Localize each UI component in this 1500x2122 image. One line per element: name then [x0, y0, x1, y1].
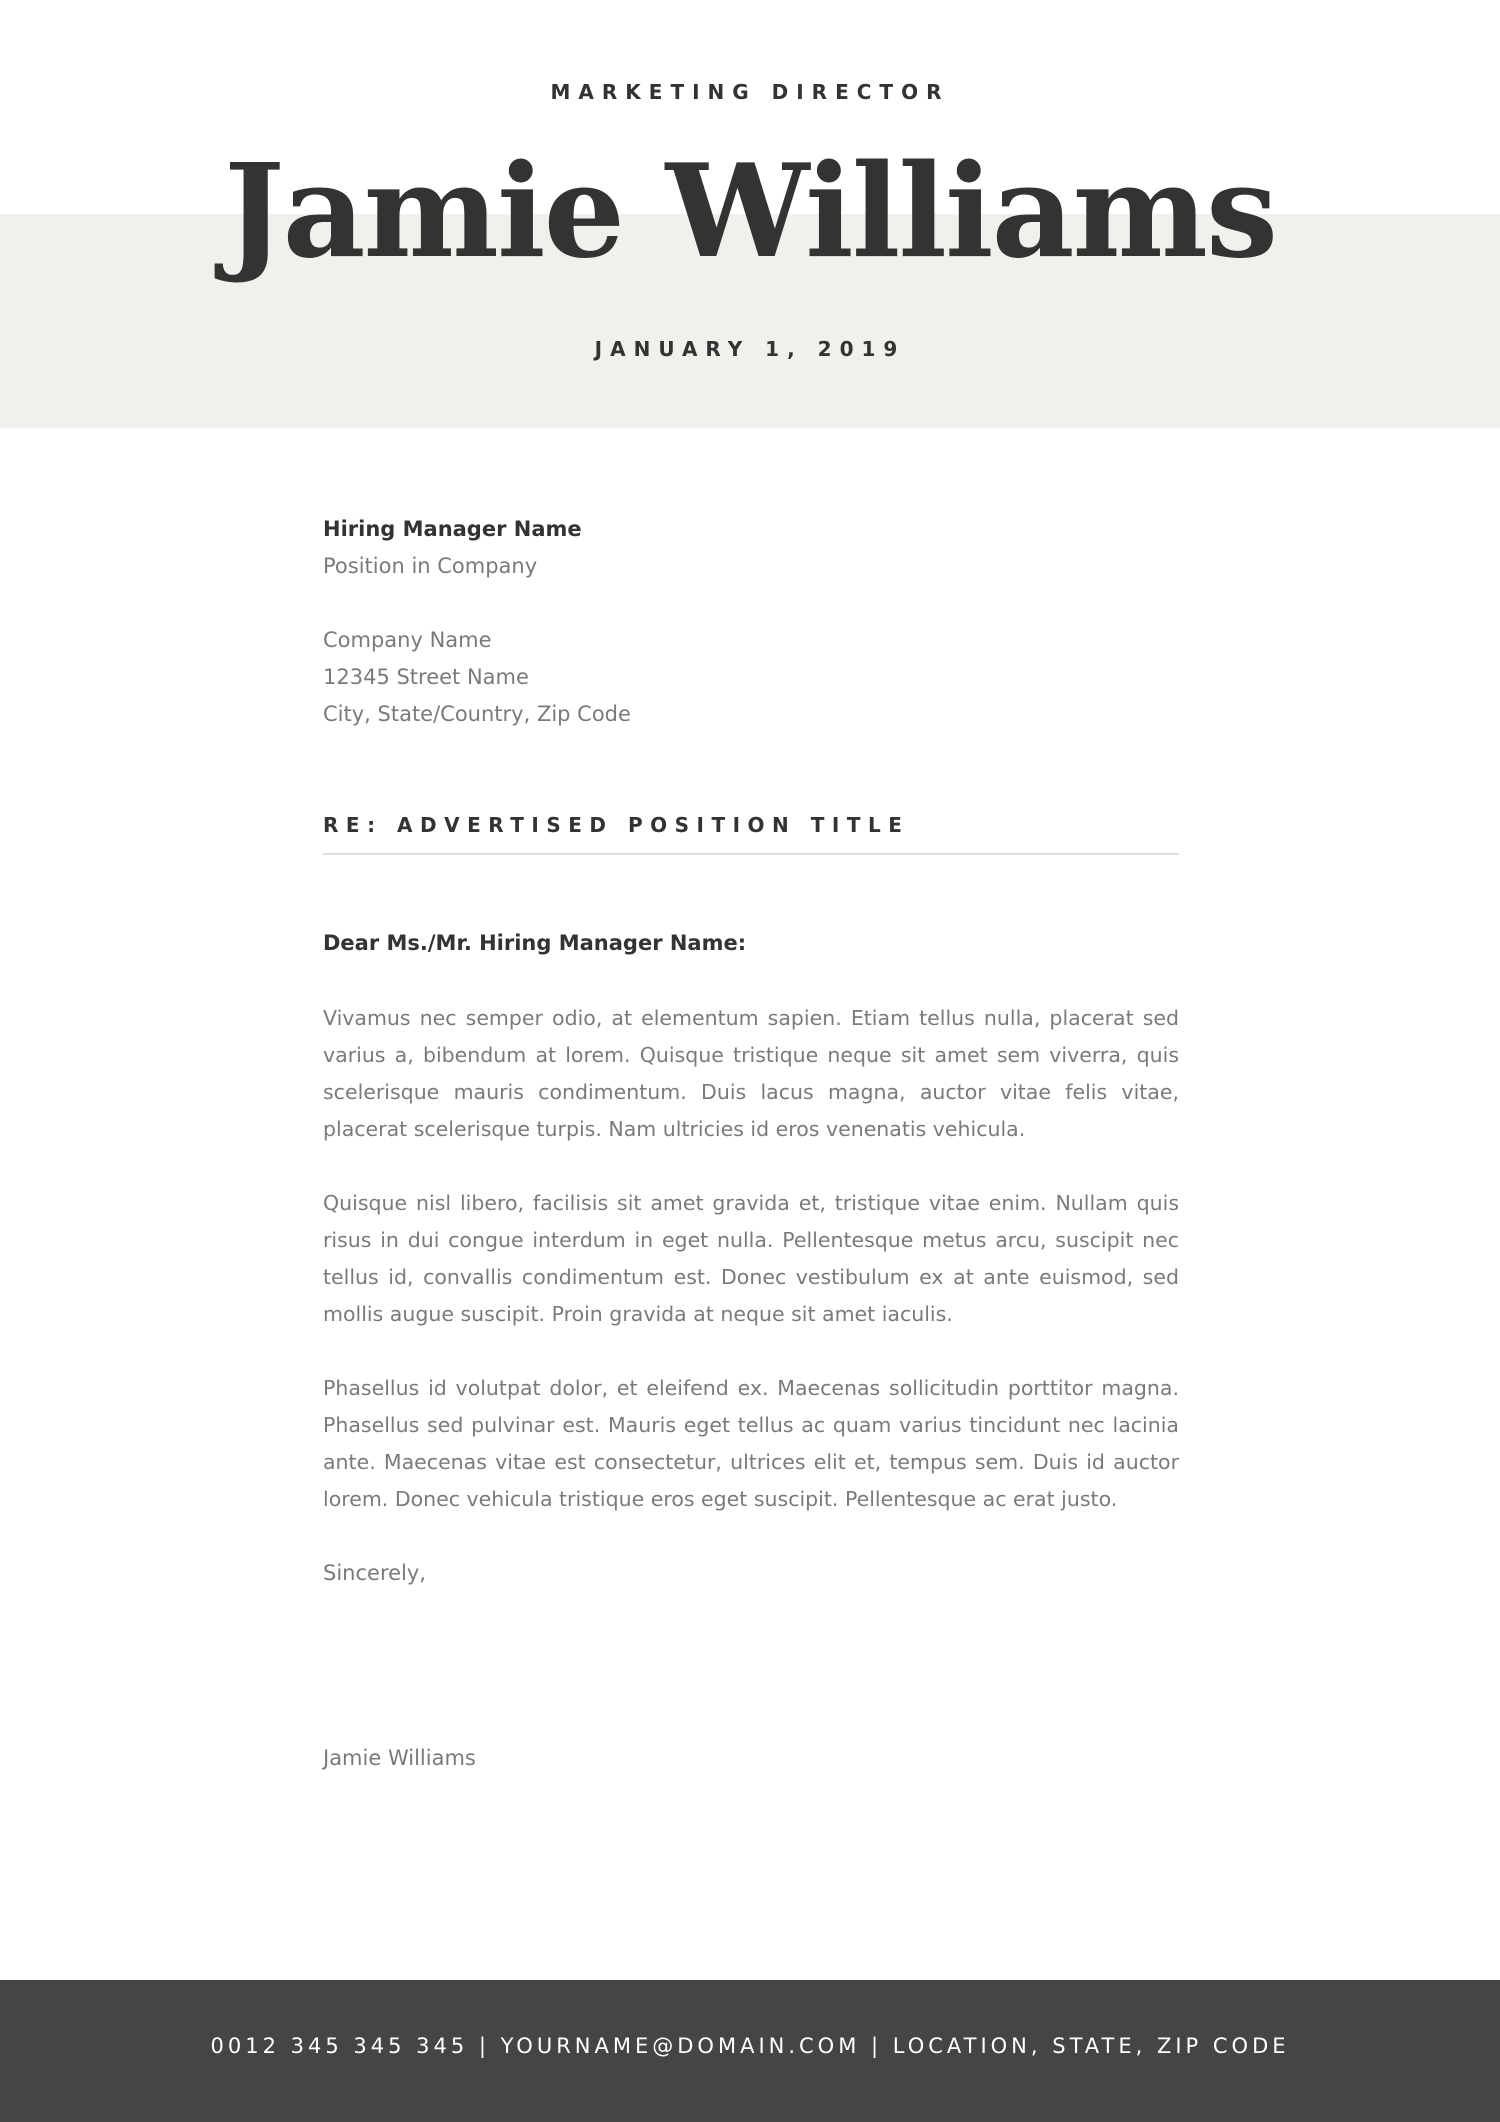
salutation: Dear Ms./Mr. Hiring Manager Name:: [323, 931, 747, 955]
subject-line: RE: ADVERTISED POSITION TITLE: [323, 813, 910, 837]
letter-date: JANUARY 1, 2019: [594, 337, 906, 361]
subject-divider: [323, 853, 1179, 855]
applicant-name: Jamie Williams: [224, 137, 1276, 287]
recipient-name: Hiring Manager Name: [323, 517, 582, 541]
body-paragraph-2: Quisque nisl libero, facilisis sit amet gravida et, tristique vitae enim. Nullam quis risus in dui congue interdum in eget nulla. Pellentesque metus arcu, suscipit nec tellus id, convallis condimentum est. Donec vestibulum ex at ante euismod, sed mollis augue suscipit. Proin gravida at neque sit amet iaculis.: [323, 1191, 1179, 1326]
recipient-position: Position in Company: [323, 554, 538, 578]
body-paragraph-3: Phasellus id volutpat dolor, et eleifend ex. Maecenas sollicitudin porttitor magna. Phasellus sed pulvinar est. Mauris eget tellus ac quam varius tincidunt nec lacinia ante. Maecenas vitae est consectetur, ultrices elit et, tempus sem. Duis id auctor lorem. Donec vehicula tristique eros eget suscipit. Pellentesque ac erat justo.: [323, 1376, 1179, 1511]
footer-contact: 0012 345 345 345 | YOURNAME@DOMAIN.COM | LOCATION, STATE, ZIP CODE: [210, 2034, 1290, 2058]
job-title: MARKETING DIRECTOR: [550, 80, 950, 104]
company-street: 12345 Street Name: [323, 665, 529, 689]
closing: Sincerely,: [323, 1561, 426, 1585]
signature-name: Jamie Williams: [323, 1746, 476, 1770]
body-paragraph-1: Vivamus nec semper odio, at elementum sapien. Etiam tellus nulla, placerat sed varius a, bibendum at lorem. Quisque tristique neque sit amet sem viverra, quis scelerisque mauris condimentum. Duis lacus magna, auctor vitae felis vitae, placerat scelerisque turpis. Nam ultricies id eros venenatis vehicula.: [323, 1006, 1179, 1141]
company-name: Company Name: [323, 628, 492, 652]
company-city: City, State/Country, Zip Code: [323, 702, 631, 726]
